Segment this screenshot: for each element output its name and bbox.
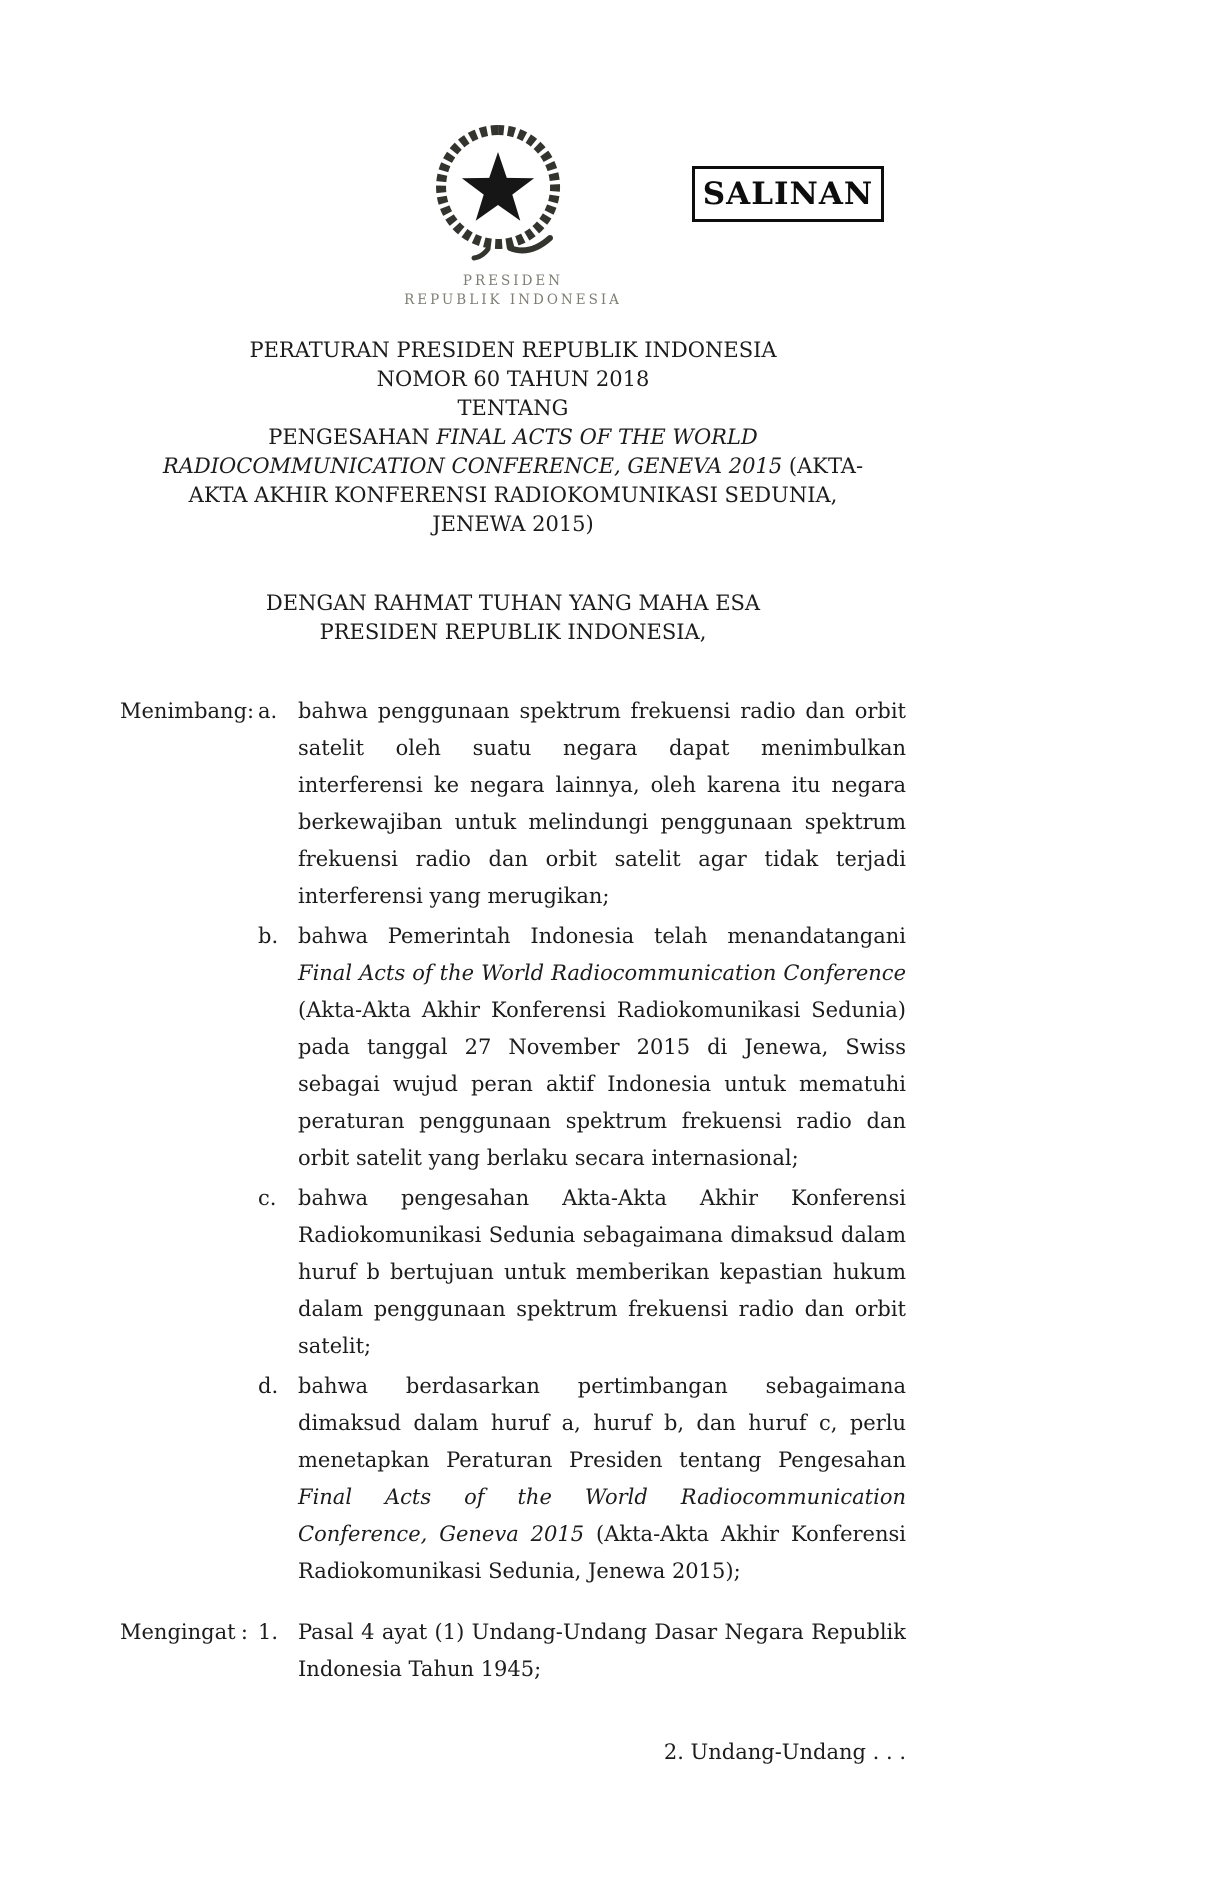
item-marker: a. bbox=[258, 699, 278, 723]
item-marker: b. bbox=[258, 924, 279, 948]
title-line3: TENTANG bbox=[457, 396, 569, 420]
considering-label: Menimbang : bbox=[120, 693, 258, 730]
salinan-stamp-label: SALINAN bbox=[702, 176, 874, 212]
item-text: bahwa Pemerintah Indonesia telah menandatangani Final Acts of the World Radiocommunication Conference (Akta-Akta Akhir Konferensi Radiokomunikasi Sedunia) pada tanggal 27 November 2015 di Jenewa, Swiss sebagai wujud peran aktif Indonesia untuk mematuhi peraturan penggunaan spektrum frekuensi radio dan orbit satelit yang berlaku secara internasional; bbox=[298, 924, 906, 1170]
item-marker: d. bbox=[258, 1374, 279, 1398]
letterhead-line1: PRESIDEN bbox=[462, 273, 564, 289]
item-text: bahwa berdasarkan pertimbangan sebagaimana dimaksud dalam huruf a, huruf b, dan huruf c, perlu menetapkan Peraturan Presiden tentang Pengesahan Final Acts of the World Radiocommunication Conference, Geneva 2015 (Akta-Akta Akhir Konferensi Radiokomunikasi Sedunia, Jenewa 2015); bbox=[298, 1374, 906, 1583]
considering-separator: : bbox=[247, 699, 255, 723]
recalling-section bbox=[120, 1614, 906, 1688]
considering-item-c bbox=[120, 1180, 906, 1365]
considering-section bbox=[120, 693, 906, 1590]
item-text: Pasal 4 ayat (1) Undang-Undang Dasar Negara Republik Indonesia Tahun 1945; bbox=[298, 1620, 906, 1681]
title-subject: PENGESAHAN FINAL ACTS OF THE WORLD RADIOCOMMUNICATION CONFERENCE, GENEVA 2015 (AKTA-AKTA AKHIR KONFERENSI RADIOKOMUNIKASI SEDUNIA, JENEWA 2015) bbox=[162, 425, 864, 536]
letterhead-line2: REPUBLIK INDONESIA bbox=[404, 292, 622, 308]
item-text: bahwa pengesahan Akta-Akta Akhir Konferensi Radiokomunikasi Sedunia sebagaimana dimaksud dalam huruf b bertujuan untuk memberikan kepastian hukum dalam penggunaan spektrum frekuensi radio dan orbit satelit; bbox=[298, 1186, 906, 1358]
considering-item-a bbox=[120, 693, 906, 915]
recalling-item-1 bbox=[120, 1614, 906, 1688]
recalling-separator: : bbox=[240, 1620, 248, 1644]
letterhead bbox=[120, 272, 906, 310]
title-line1: PERATURAN PRESIDEN REPUBLIK INDONESIA bbox=[249, 338, 777, 362]
preamble-line1: DENGAN RAHMAT TUHAN YANG MAHA ESA bbox=[265, 591, 761, 615]
considering-item-b bbox=[120, 918, 906, 1177]
item-marker: 1. bbox=[258, 1620, 279, 1644]
salinan-stamp bbox=[692, 166, 884, 222]
document-title bbox=[120, 336, 906, 539]
item-text: bahwa penggunaan spektrum frekuensi radio dan orbit satelit oleh suatu negara dapat menimbulkan interferensi ke negara lainnya, oleh karena itu negara berkewajiban untuk melindungi penggunaan spektrum frekuensi radio dan orbit satelit agar tidak terjadi interferensi yang merugikan; bbox=[298, 699, 906, 908]
preamble-line2: PRESIDEN REPUBLIK INDONESIA, bbox=[319, 620, 707, 644]
item-marker: c. bbox=[258, 1186, 277, 1210]
presidential-seal-icon bbox=[428, 122, 568, 267]
recalling-label: Mengingat : bbox=[120, 1614, 258, 1651]
title-line2: NOMOR 60 TAHUN 2018 bbox=[376, 367, 650, 391]
preamble bbox=[120, 589, 906, 647]
document-body bbox=[120, 336, 906, 1771]
considering-item-d bbox=[120, 1368, 906, 1590]
catchword: 2. Undang-Undang . . . bbox=[663, 1740, 906, 1764]
